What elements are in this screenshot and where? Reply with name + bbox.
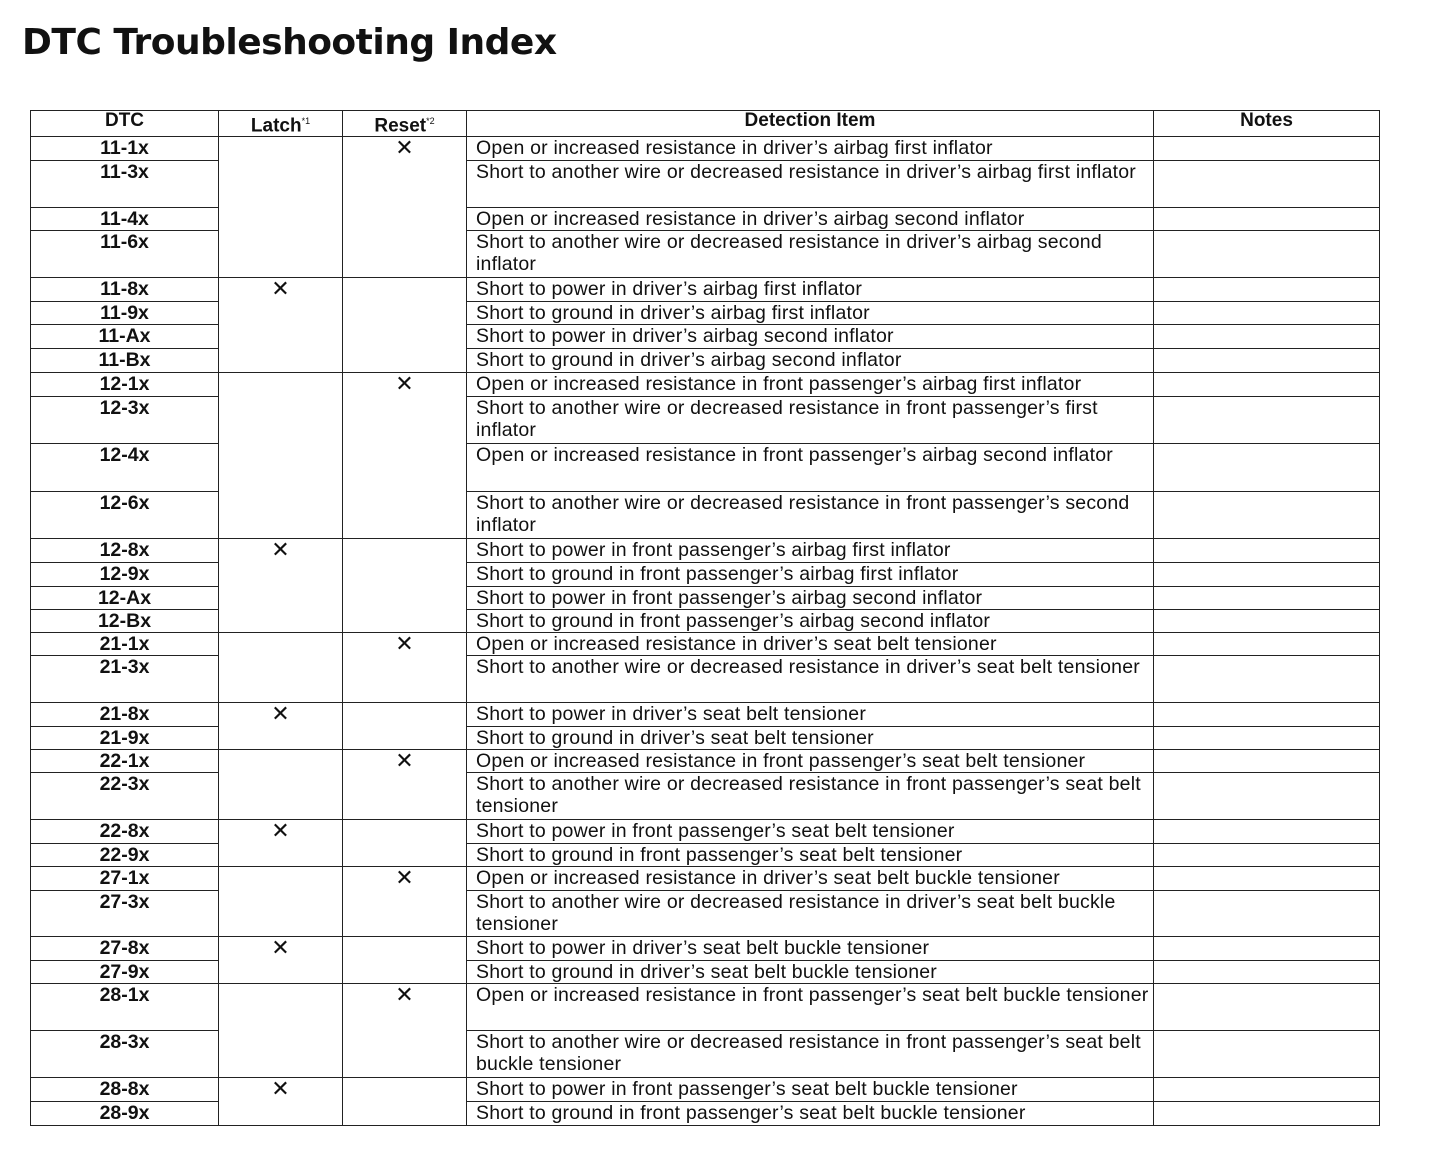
notes-cell: [1154, 586, 1380, 609]
table-row: [31, 1078, 1380, 1101]
dtc-code: 28-9x: [31, 1101, 219, 1125]
dtc-code: 27-9x: [31, 961, 219, 984]
latch-cell: [219, 867, 343, 937]
reset-cell: [343, 137, 467, 277]
latch-mark-icon: ✕: [271, 1077, 290, 1102]
notes-cell: [1154, 349, 1380, 372]
latch-cell: [219, 984, 343, 1078]
dtc-code: 12-Ax: [31, 586, 219, 609]
notes-cell: [1154, 1030, 1380, 1077]
notes-cell: [1154, 750, 1380, 773]
reset-mark-icon: ✕: [395, 372, 414, 396]
notes-cell: [1154, 702, 1380, 726]
dtc-code: 21-3x: [31, 656, 219, 702]
reset-cell: [343, 702, 467, 749]
dtc-code: 11-Bx: [31, 349, 219, 372]
dtc-code: 27-8x: [31, 936, 219, 960]
dtc-code: 12-6x: [31, 491, 219, 538]
detection-item: Short to another wire or decreased resistance in front passenger’s first inflator: [467, 396, 1154, 443]
reset-mark-icon: ✕: [395, 136, 414, 161]
detection-item: Open or increased resistance in front passenger’s airbag first inflator: [467, 372, 1154, 396]
detection-item: Open or increased resistance in front passenger’s airbag second inflator: [467, 444, 1154, 491]
dtc-code: 11-Ax: [31, 325, 219, 349]
table-row: [31, 277, 1380, 301]
detection-item: Short to power in driver’s seat belt tensioner: [467, 702, 1154, 726]
latch-cell: [219, 372, 343, 539]
latch-cell: [219, 750, 343, 820]
notes-cell: [1154, 277, 1380, 301]
header-notes: Notes: [1154, 111, 1380, 137]
detection-item: Open or increased resistance in driver’s airbag second inflator: [467, 208, 1154, 231]
table-row: [31, 137, 1380, 160]
notes-cell: [1154, 444, 1380, 491]
notes-cell: [1154, 563, 1380, 586]
reset-cell: [343, 633, 467, 703]
dtc-code: 11-8x: [31, 277, 219, 301]
detection-item: Short to ground in front passenger’s seat belt tensioner: [467, 844, 1154, 867]
notes-cell: [1154, 726, 1380, 749]
dtc-code: 28-8x: [31, 1078, 219, 1101]
notes-cell: [1154, 633, 1380, 656]
notes-cell: [1154, 160, 1380, 207]
dtc-code: 11-3x: [31, 160, 219, 207]
dtc-code: 12-9x: [31, 563, 219, 586]
latch-cell: [219, 137, 343, 277]
detection-item: Open or increased resistance in driver’s airbag first inflator: [467, 137, 1154, 160]
dtc-code: 11-6x: [31, 231, 219, 277]
dtc-code: 11-9x: [31, 301, 219, 324]
notes-cell: [1154, 1101, 1380, 1125]
reset-cell: [343, 819, 467, 866]
detection-item: Short to ground in front passenger’s seat belt buckle tensioner: [467, 1101, 1154, 1125]
reset-mark-icon: ✕: [395, 866, 414, 891]
detection-item: Short to ground in driver’s airbag first inflator: [467, 301, 1154, 324]
dtc-code: 12-8x: [31, 539, 219, 563]
notes-cell: [1154, 1078, 1380, 1101]
table-row: [31, 867, 1380, 890]
notes-cell: [1154, 609, 1380, 632]
notes-cell: [1154, 325, 1380, 349]
table-row: [31, 702, 1380, 726]
notes-cell: [1154, 936, 1380, 960]
dtc-code: 21-9x: [31, 726, 219, 749]
detection-item: Short to another wire or decreased resistance in driver’s seat belt buckle tensioner: [467, 890, 1154, 936]
reset-cell: [343, 372, 467, 539]
notes-cell: [1154, 372, 1380, 396]
dtc-code: 28-1x: [31, 984, 219, 1030]
detection-item: Short to power in front passenger’s seat belt buckle tensioner: [467, 1078, 1154, 1101]
detection-item: Short to ground in driver’s seat belt tensioner: [467, 726, 1154, 749]
dtc-code: 21-8x: [31, 702, 219, 726]
dtc-code: 12-Bx: [31, 609, 219, 632]
detection-item: Short to another wire or decreased resistance in front passenger’s seat belt tensioner: [467, 773, 1154, 819]
reset-mark-icon: ✕: [395, 632, 414, 657]
dtc-code: 21-1x: [31, 633, 219, 656]
dtc-code: 11-1x: [31, 137, 219, 160]
table-row: [31, 750, 1380, 773]
dtc-code: 28-3x: [31, 1030, 219, 1077]
latch-cell: [219, 1078, 343, 1126]
notes-cell: [1154, 867, 1380, 890]
dtc-code: 22-3x: [31, 773, 219, 819]
page-title: DTC Troubleshooting Index: [22, 22, 557, 63]
reset-cell: [343, 936, 467, 983]
latch-cell: [219, 277, 343, 372]
notes-cell: [1154, 656, 1380, 702]
table-row: [31, 936, 1380, 960]
table-row: [31, 372, 1380, 396]
reset-cell: [343, 984, 467, 1078]
table-row: [31, 819, 1380, 843]
detection-item: Short to ground in driver’s airbag second inflator: [467, 349, 1154, 372]
detection-item: Open or increased resistance in driver’s seat belt buckle tensioner: [467, 867, 1154, 890]
latch-mark-icon: ✕: [271, 819, 290, 843]
notes-cell: [1154, 819, 1380, 843]
detection-item: Short to power in driver’s airbag first inflator: [467, 277, 1154, 301]
dtc-code: 27-3x: [31, 890, 219, 936]
dtc-code: 12-1x: [31, 372, 219, 396]
reset-footnote-mark: *2: [426, 116, 435, 126]
detection-item: Open or increased resistance in front passenger’s seat belt buckle tensioner: [467, 984, 1154, 1030]
latch-cell: [219, 633, 343, 703]
notes-cell: [1154, 137, 1380, 160]
dtc-code: 22-1x: [31, 750, 219, 773]
notes-cell: [1154, 773, 1380, 819]
latch-cell: [219, 819, 343, 866]
detection-item: Short to another wire or decreased resistance in driver’s airbag second inflator: [467, 231, 1154, 277]
table-row: [31, 984, 1380, 1030]
detection-item: Short to ground in front passenger’s airbag second inflator: [467, 609, 1154, 632]
latch-cell: [219, 936, 343, 983]
notes-cell: [1154, 961, 1380, 984]
header-detection-item: Detection Item: [467, 111, 1154, 137]
reset-mark-icon: ✕: [395, 983, 414, 1008]
reset-mark-icon: ✕: [395, 749, 414, 774]
detection-item: Short to another wire or decreased resistance in front passenger’s seat belt buckle tensioner: [467, 1030, 1154, 1077]
notes-cell: [1154, 890, 1380, 936]
notes-cell: [1154, 231, 1380, 277]
notes-cell: [1154, 984, 1380, 1030]
reset-cell: [343, 277, 467, 372]
header-reset: Reset$^{*2}$: [343, 111, 467, 137]
dtc-index-table: [30, 110, 1380, 1126]
detection-item: Short to power in front passenger’s airbag second inflator: [467, 586, 1154, 609]
detection-item: Open or increased resistance in front passenger’s seat belt tensioner: [467, 750, 1154, 773]
detection-item: Short to power in front passenger’s airbag first inflator: [467, 539, 1154, 563]
dtc-code: 22-8x: [31, 819, 219, 843]
latch-mark-icon: ✕: [271, 277, 290, 301]
header-dtc: DTC: [31, 111, 219, 137]
notes-cell: [1154, 539, 1380, 563]
detection-item: Short to power in driver’s airbag second inflator: [467, 325, 1154, 349]
detection-item: Short to another wire or decreased resistance in driver’s seat belt tensioner: [467, 656, 1154, 702]
notes-cell: [1154, 844, 1380, 867]
notes-cell: [1154, 491, 1380, 538]
latch-cell: [219, 702, 343, 749]
detection-item: Short to power in driver’s seat belt buckle tensioner: [467, 936, 1154, 960]
header-latch: Latch$^{*1}$: [219, 111, 343, 137]
detection-item: Short to another wire or decreased resistance in driver’s airbag first inflator: [467, 160, 1154, 207]
reset-cell: [343, 867, 467, 937]
dtc-code: 12-3x: [31, 396, 219, 443]
dtc-code: 11-4x: [31, 208, 219, 231]
dtc-code: 27-1x: [31, 867, 219, 890]
dtc-code: 12-4x: [31, 444, 219, 491]
reset-cell: [343, 750, 467, 820]
latch-footnote-mark: *1: [301, 116, 311, 126]
latch-cell: [219, 539, 343, 633]
dtc-code: 22-9x: [31, 844, 219, 867]
latch-mark-icon: ✕: [271, 936, 290, 960]
detection-item: Open or increased resistance in driver’s seat belt tensioner: [467, 633, 1154, 656]
detection-item: Short to ground in front passenger’s airbag first inflator: [467, 563, 1154, 586]
detection-item: Short to power in front passenger’s seat belt tensioner: [467, 819, 1154, 843]
latch-mark-icon: ✕: [271, 538, 290, 563]
notes-cell: [1154, 301, 1380, 324]
reset-cell: [343, 1078, 467, 1126]
notes-cell: [1154, 396, 1380, 443]
detection-item: Short to another wire or decreased resistance in front passenger’s second inflator: [467, 491, 1154, 538]
reset-cell: [343, 539, 467, 633]
notes-cell: [1154, 208, 1380, 231]
table-row: [31, 539, 1380, 563]
detection-item: Short to ground in driver’s seat belt buckle tensioner: [467, 961, 1154, 984]
latch-mark-icon: ✕: [271, 702, 290, 726]
table-row: [31, 633, 1380, 656]
